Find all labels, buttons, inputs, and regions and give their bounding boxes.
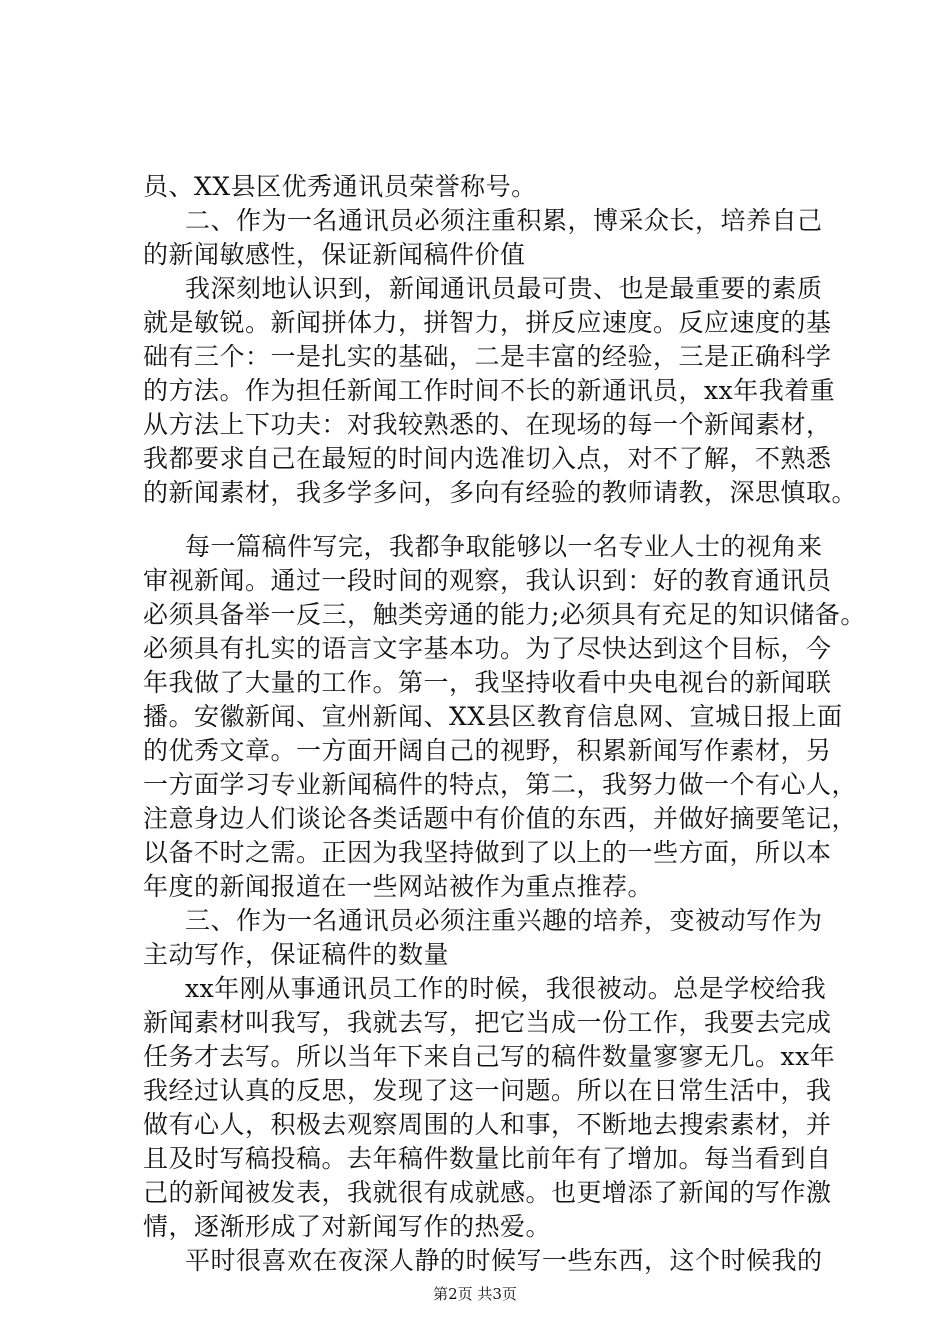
text-line: 我经过认真的反思，发现了这一问题。所以在日常生活中，我 bbox=[143, 1076, 832, 1105]
text-line: 新闻素材叫我写，我就去写，把它当成一份工作，我要去完成 bbox=[143, 1008, 832, 1037]
text-line: 从方法上下功夫：对我较熟悉的、在现场的每一个新闻素材， bbox=[143, 410, 832, 439]
text-line: 任务才去写。所以当年下来自己写的稿件数量寥寥无几。xx年 bbox=[143, 1042, 836, 1071]
text-line: 年度的新闻报道在一些网站被作为重点推荐。 bbox=[143, 872, 654, 901]
text-line: 平时很喜欢在夜深人静的时候写一些东西，这个时候我的 bbox=[185, 1246, 823, 1275]
text-line: 础有三个：一是扎实的基础，二是丰富的经验，三是正确科学 bbox=[143, 342, 832, 371]
text-line: 以备不时之需。正因为我坚持做到了以上的一些方面，所以本 bbox=[143, 838, 832, 867]
text-line: 播。安徽新闻、宣州新闻、XX县区教育信息网、宣城日报上面 bbox=[143, 702, 843, 731]
text-line: 的优秀文章。一方面开阔自己的视野，积累新闻写作素材，另 bbox=[143, 736, 832, 765]
text-line: xx年刚从事通讯员工作的时候，我很被动。总是学校给我 bbox=[185, 974, 827, 1003]
text-line: 注意身边人们谈论各类话题中有价值的东西，并做好摘要笔记， bbox=[143, 804, 858, 833]
text-line: 员、XX县区优秀通讯员荣誉称号。 bbox=[143, 172, 537, 201]
text-line: 一方面学习专业新闻稿件的特点，第二，我努力做一个有心人， bbox=[143, 770, 858, 799]
text-line: 己的新闻被发表，我就很有成就感。也更增添了新闻的写作激 bbox=[143, 1178, 832, 1207]
text-line: 我深刻地认识到，新闻通讯员最可贵、也是最重要的素质 bbox=[185, 274, 823, 303]
text-line: 必须具备举一反三，触类旁通的能力;必须具有充足的知识储备。 bbox=[143, 600, 866, 629]
text-line: 的新闻素材，我多学多问，多向有经验的教师请教，深思慎取。 bbox=[143, 478, 858, 507]
text-line: 做有心人，积极去观察周围的人和事，不断地去搜索素材，并 bbox=[143, 1110, 832, 1139]
page-number: 第2页 共3页 bbox=[433, 1285, 517, 1303]
text-line: 必须具有扎实的语言文字基本功。为了尽快达到这个目标，今 bbox=[143, 634, 832, 663]
text-line: 我都要求自己在最短的时间内选准切入点，对不了解，不熟悉 bbox=[143, 444, 832, 473]
section-heading: 二、作为一名通讯员必须注重积累，博采众长，培养自己 bbox=[185, 206, 823, 235]
text-line: 情，逐渐形成了对新闻写作的热爱。 bbox=[143, 1212, 552, 1241]
section-heading: 三、作为一名通讯员必须注重兴趣的培养，变被动写作为 bbox=[185, 906, 823, 935]
section-heading: 的新闻敏感性，保证新闻稿件价值 bbox=[143, 240, 526, 269]
text-line: 就是敏锐。新闻拼体力，拼智力，拼反应速度。反应速度的基 bbox=[143, 308, 832, 337]
text-line: 每一篇稿件写完，我都争取能够以一名专业人士的视角来 bbox=[185, 532, 823, 561]
text-line: 年我做了大量的工作。第一，我坚持收看中央电视台的新闻联 bbox=[143, 668, 832, 697]
text-line: 审视新闻。通过一段时间的观察，我认识到：好的教育通讯员 bbox=[143, 566, 832, 595]
text-line: 的方法。作为担任新闻工作时间不长的新通讯员，xx年我着重 bbox=[143, 376, 836, 405]
section-heading: 主动写作，保证稿件的数量 bbox=[143, 940, 450, 969]
text-line: 且及时写稿投稿。去年稿件数量比前年有了增加。每当看到自 bbox=[143, 1144, 832, 1173]
